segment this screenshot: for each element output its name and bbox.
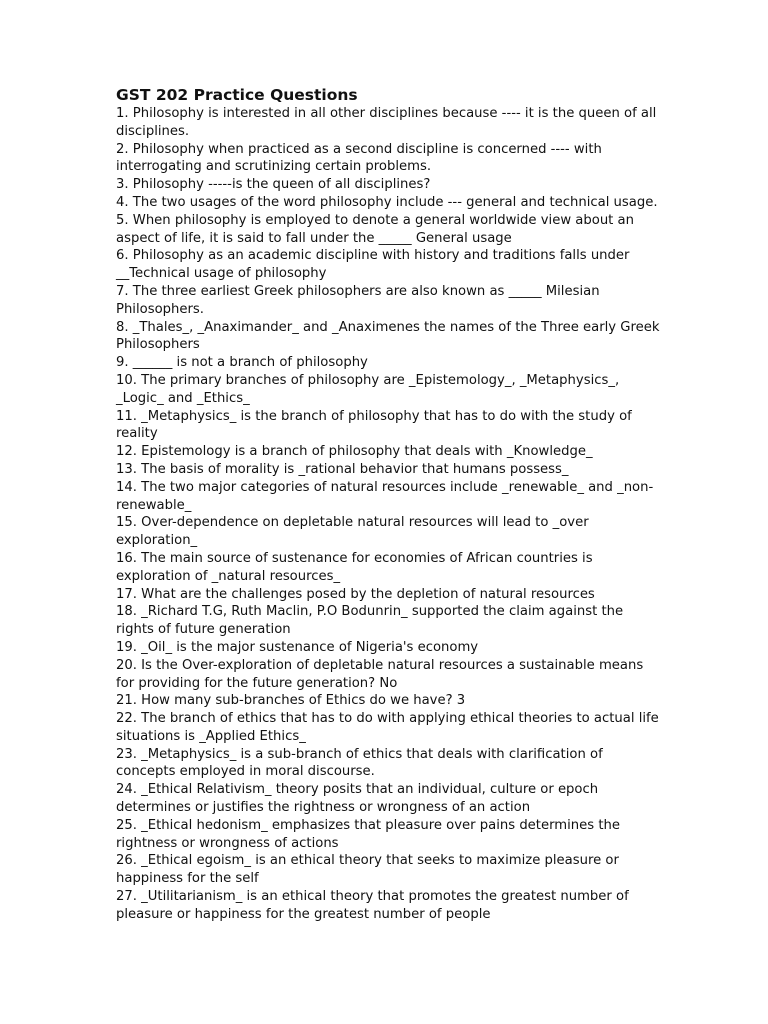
question-item: 8. _Thales_, _Anaximander_ and _Anaximenes the names of the Three early Greek Philosophers — [116, 319, 660, 353]
question-item: 19. _Oil_ is the major sustenance of Nigeria's economy — [116, 639, 479, 655]
question-item: 14. The two major categories of natural resources include _renewable_ and _non-renewable_ — [116, 479, 654, 513]
question-item: 6. Philosophy as an academic discipline with history and traditions falls under __Technical usage of philosophy — [116, 248, 630, 282]
question-item: 1. Philosophy is interested in all other disciplines because ---- it is the queen of all disciplines. — [116, 106, 657, 139]
question-item: 26. _Ethical egoism_ is an ethical theory that seeks to maximize pleasure or happiness for the self — [116, 853, 619, 887]
question-item: 15. Over-dependence on depletable natural resources will lead to _over exploration_ — [116, 515, 589, 549]
question-item: 12. Epistemology is a branch of philosophy that deals with _Knowledge_ — [116, 444, 593, 460]
question-item: 21. How many sub-branches of Ethics do we have? 3 — [116, 693, 466, 709]
question-item: 25. _Ethical hedonism_ emphasizes that pleasure over pains determines the rightness or wrongness of actions — [116, 817, 620, 851]
question-item: 23. _Metaphysics_ is a sub-branch of ethics that deals with clarification of concepts employed in moral discourse. — [116, 746, 603, 780]
question-item: 20. Is the Over-exploration of depletable natural resources a sustainable means for providing for the future generation? No — [116, 657, 644, 691]
question-item: 17. What are the challenges posed by the depletion of natural resources — [116, 586, 595, 602]
question-item: 13. The basis of morality is _rational behavior that humans possess_ — [116, 461, 569, 477]
question-item: 18. _Richard T.G, Ruth Maclin, P.O Bodunrin_ supported the claim against the rights of future generation — [116, 604, 624, 638]
question-item: 11. _Metaphysics_ is the branch of philosophy that has to do with the study of reality — [116, 408, 632, 442]
question-item: 4. The two usages of the word philosophy include --- general and technical usage. — [116, 194, 658, 210]
question-item: 10. The primary branches of philosophy are _Epistemology_, _Metaphysics_, _Logic_ and _Ethics_ — [116, 372, 620, 406]
question-item: 9. ______ is not a branch of philosophy — [116, 355, 368, 371]
question-item: 24. _Ethical Relativism_ theory posits that an individual, culture or epoch determines or justifies the rightness or wrongness of an action — [116, 782, 599, 816]
question-item: 16. The main source of sustenance for economies of African countries is exploration of _natural resources_ — [116, 550, 593, 584]
question-list — [116, 105, 661, 924]
question-item: 2. Philosophy when practiced as a second discipline is concerned ---- with interrogating and scrutinizing certain problems. — [116, 141, 602, 175]
question-item: 3. Philosophy -----is the queen of all disciplines? — [116, 177, 431, 193]
document-page — [116, 85, 661, 924]
document-title: GST 202 Practice Questions — [116, 86, 358, 104]
question-item: 7. The three earliest Greek philosophers are also known as _____ Milesian Philosophers. — [116, 283, 600, 317]
question-item: 22. The branch of ethics that has to do with applying ethical theories to actual life situations is _Applied Ethics_ — [116, 711, 659, 744]
question-item: 5. When philosophy is employed to denote a general worldwide view about an aspect of life, it is said to fall under the _____ General usage — [116, 212, 634, 246]
question-item: 27. _Utilitarianism_ is an ethical theory that promotes the greatest number of pleasure or happiness for the greatest number of people — [116, 889, 629, 922]
